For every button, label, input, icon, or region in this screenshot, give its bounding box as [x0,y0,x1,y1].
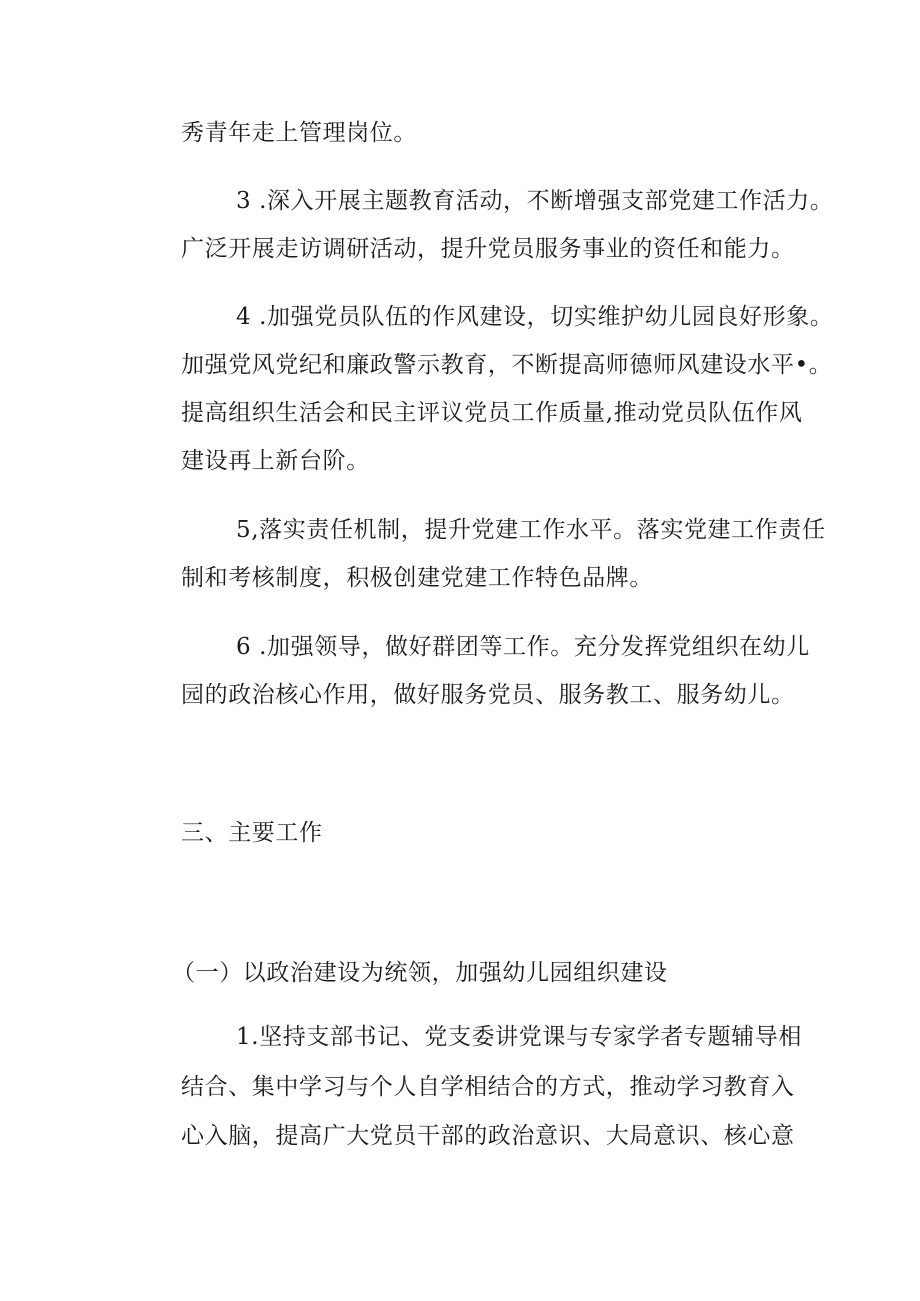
text-line: 结合、集中学习与个人自学相结合的方式，推动学习教育入 [181,1074,795,1100]
text-line: 3 .深入开展主题教育活动，不断增强支部党建工作活力。 [236,188,834,214]
text-line: 建设再上新台阶。 [181,448,370,474]
text-line: 1.坚持支部书记、党支委讲党课与专家学者专题辅导相 [236,1024,802,1050]
text-line: 广泛开展走访调研活动，提升党员服务事业的资任和能力。 [181,236,795,262]
text-line: 心入脑，提高广大党员干部的政治意识、大局意识、核心意 [181,1123,795,1149]
text-line: 4 .加强党员队伍的作风建设，切实维护幼儿园良好形象。 [236,304,834,330]
text-line: 提高组织生活会和民主评议党员工作质量,推动党员队伍作风 [181,400,803,426]
text-line: 制和考核制度，积极创建党建工作特色品牌。 [181,565,653,591]
text-line: 秀青年走上管理岗位。 [181,120,417,146]
text-line: 6 .加强领导，做好群团等工作。充分发挥党组织在幼儿 [236,634,810,660]
subsection-heading: （一）以政治建设为统领，加强幼儿园组织建设 [172,960,668,986]
text-line: 5,落实责任机制，提升党建工作水平。落实党建工作责任 [236,517,826,543]
section-heading: 三、主要工作 [181,820,323,846]
text-line: 加强党风党纪和廉政警示教育，不断提高师德师风建设水平•。 [181,352,833,378]
text-line: 园的政治核心作用，做好服务党员、服务教工、服务幼儿。 [181,682,795,708]
